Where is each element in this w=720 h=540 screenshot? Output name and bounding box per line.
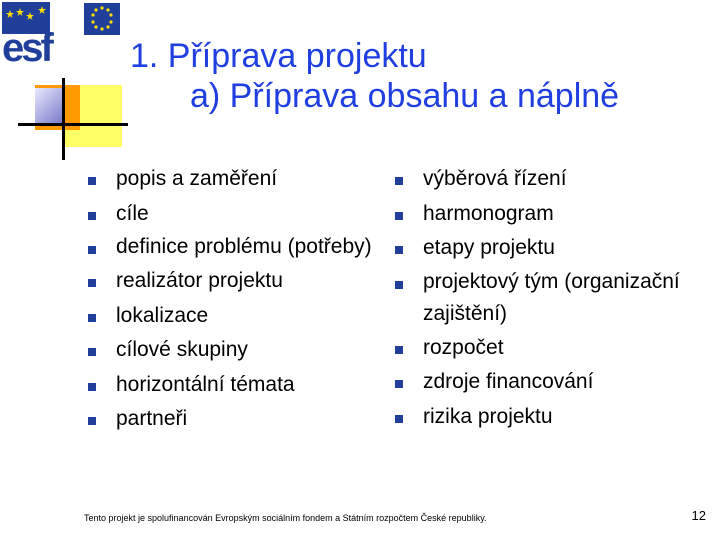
list-item: cíle bbox=[84, 197, 374, 232]
list-item: partneři bbox=[84, 402, 374, 437]
footer-note: Tento projekt je spolufinancován Evropským sociálním fondem a Státním rozpočtem České republiky. bbox=[84, 513, 487, 523]
title-line-2: a) Příprava obsahu a náplně bbox=[190, 77, 620, 115]
list-item: rizika projektu bbox=[391, 400, 711, 435]
page-number: 12 bbox=[691, 508, 706, 523]
list-item: realizátor projektu bbox=[84, 264, 374, 299]
bullet-icon bbox=[88, 212, 96, 220]
list-item: popis a zaměření bbox=[84, 162, 374, 197]
bullet-icon bbox=[395, 281, 403, 289]
bullet-icon bbox=[88, 417, 96, 425]
bullet-icon bbox=[88, 383, 96, 391]
bullet-icon bbox=[395, 415, 403, 423]
bullet-icon bbox=[395, 346, 403, 354]
esf-logo: esf bbox=[2, 26, 51, 70]
list-item: výběrová řízení bbox=[391, 162, 711, 197]
list-item: rozpočet bbox=[391, 331, 711, 366]
slide-title bbox=[130, 36, 710, 116]
bullet-icon bbox=[395, 212, 403, 220]
bullet-icon bbox=[395, 246, 403, 254]
list-item: definice problému (potřeby) bbox=[84, 231, 374, 263]
bullet-icon bbox=[88, 246, 96, 254]
decorative-gradient-square bbox=[35, 88, 65, 123]
list-item: zdroje financování bbox=[391, 365, 711, 400]
left-bullet-list bbox=[84, 162, 374, 437]
bullet-icon bbox=[88, 177, 96, 185]
bullet-icon bbox=[395, 177, 403, 185]
right-bullet-list bbox=[391, 162, 711, 434]
decorative-horizontal-line bbox=[18, 123, 128, 126]
bullet-icon bbox=[88, 348, 96, 356]
decorative-vertical-line bbox=[62, 78, 65, 160]
list-item: cílové skupiny bbox=[84, 333, 374, 368]
list-item: etapy projektu bbox=[391, 231, 711, 266]
bullet-icon bbox=[88, 279, 96, 287]
eu-flag-stars-icon bbox=[84, 3, 120, 35]
bullet-icon bbox=[88, 314, 96, 322]
bullet-icon bbox=[395, 380, 403, 388]
list-item: projektový tým (organizační zajištění) bbox=[391, 266, 711, 330]
list-item: horizontální témata bbox=[84, 368, 374, 403]
list-item: harmonogram bbox=[391, 197, 711, 232]
list-item: lokalizace bbox=[84, 299, 374, 334]
title-line-1: 1. Příprava projektu bbox=[130, 37, 427, 75]
